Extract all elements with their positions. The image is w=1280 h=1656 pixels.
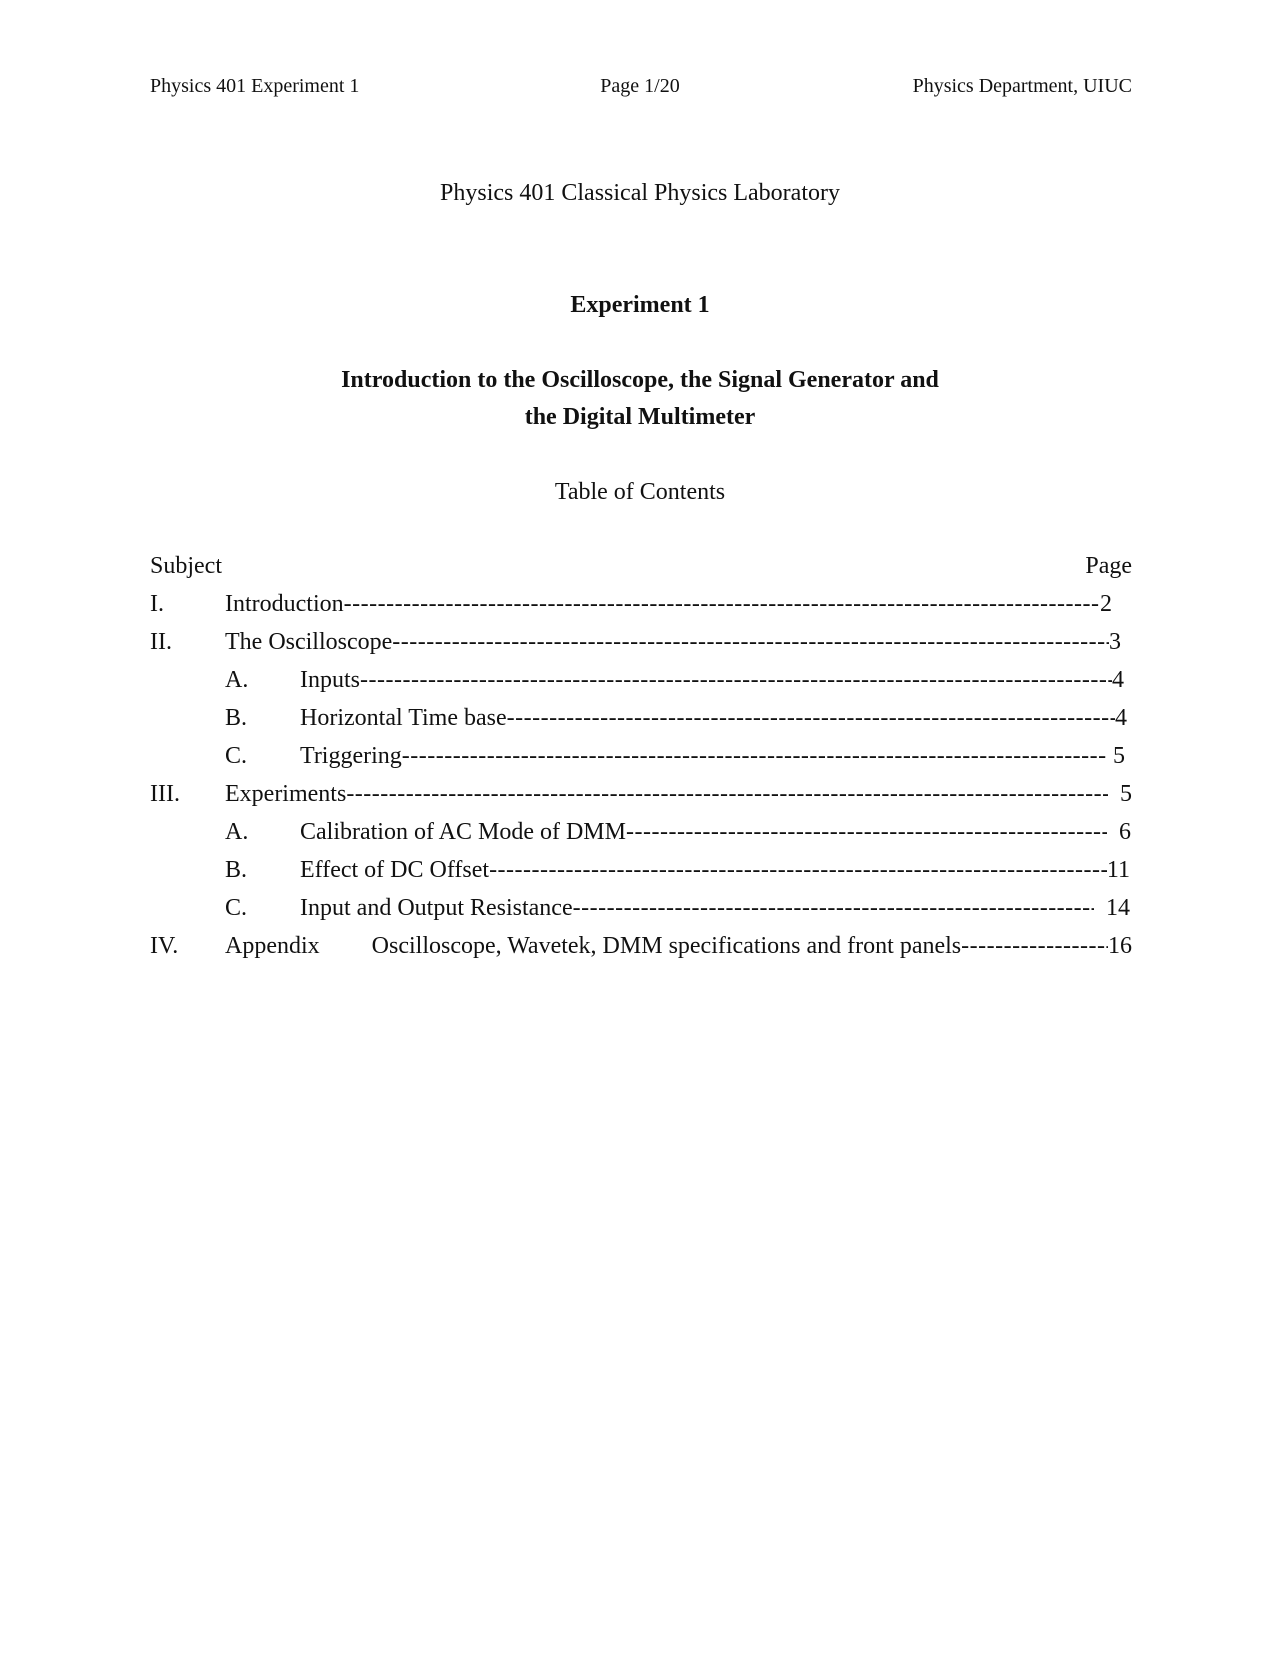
header-right: Physics Department, UIUC bbox=[912, 75, 1132, 97]
header-page-number: Page 1/20 bbox=[600, 75, 680, 97]
toc-row-calibration-ac-mode bbox=[150, 817, 1132, 847]
toc-leader bbox=[489, 855, 1107, 885]
toc-leader bbox=[961, 931, 1108, 961]
toc-entry bbox=[225, 931, 1132, 961]
toc-numeral: C. bbox=[225, 895, 248, 921]
toc-subject-header: Subject bbox=[150, 553, 222, 579]
header-left: Physics 401 Experiment 1 bbox=[150, 75, 360, 97]
toc-entry bbox=[300, 893, 1130, 923]
toc-label: Inputs bbox=[300, 667, 360, 693]
toc-numeral: IV. bbox=[150, 933, 179, 959]
toc-sublabel: Oscilloscope, Wavetek, DMM specifications and front panels bbox=[371, 933, 962, 959]
toc-row-appendix bbox=[150, 931, 1132, 961]
toc-label: Horizontal Time base bbox=[300, 705, 507, 731]
toc-leader bbox=[344, 589, 1100, 619]
toc-numeral: I. bbox=[150, 591, 164, 617]
toc-label: Triggering bbox=[300, 743, 402, 769]
toc-heading: Table of Contents bbox=[554, 479, 726, 505]
toc-entry bbox=[225, 779, 1132, 809]
toc-entry bbox=[300, 741, 1125, 771]
toc-page-number: 4 bbox=[1112, 667, 1124, 693]
toc-row-triggering bbox=[150, 741, 1132, 771]
toc-leader bbox=[573, 893, 1094, 923]
toc-leader bbox=[402, 741, 1107, 771]
toc-label: Input and Output Resistance bbox=[300, 895, 573, 921]
toc-row-horizontal-time-base bbox=[150, 703, 1132, 733]
experiment-number: Experiment 1 bbox=[570, 292, 710, 318]
toc-label: Effect of DC Offset bbox=[300, 857, 490, 883]
toc-page-number: 6 bbox=[1107, 819, 1131, 845]
toc-row-introduction bbox=[150, 589, 1132, 619]
toc-row-dc-offset bbox=[150, 855, 1132, 885]
toc-row-oscilloscope bbox=[150, 627, 1132, 657]
toc-page-header: Page bbox=[1085, 553, 1132, 579]
toc-leader bbox=[346, 779, 1108, 809]
experiment-title-line-1: Introduction to the Oscilloscope, the Signal Generator and bbox=[341, 367, 939, 393]
toc-entry bbox=[225, 589, 1112, 619]
toc-row-input-output-resistance bbox=[150, 893, 1132, 923]
toc-row-experiments bbox=[150, 779, 1132, 809]
toc-entry bbox=[300, 665, 1124, 695]
experiment-title-line-2: the Digital Multimeter bbox=[524, 404, 756, 430]
toc-numeral: III. bbox=[150, 781, 180, 807]
toc-page-number: 14 bbox=[1094, 895, 1130, 921]
toc-entry bbox=[300, 703, 1127, 733]
toc-page-number: 16 bbox=[1108, 933, 1132, 959]
toc-numeral: II. bbox=[150, 629, 172, 655]
toc-entry bbox=[300, 855, 1130, 885]
toc-page-number: 2 bbox=[1100, 591, 1112, 617]
toc-entry bbox=[300, 817, 1131, 847]
toc-page-number: 11 bbox=[1106, 857, 1130, 883]
toc-leader bbox=[360, 665, 1112, 695]
course-title: Physics 401 Classical Physics Laboratory bbox=[440, 180, 840, 206]
toc-label: Introduction bbox=[225, 591, 344, 617]
toc-page-number: 5 bbox=[1108, 781, 1132, 807]
toc-row-inputs bbox=[150, 665, 1132, 695]
toc-page-number: 5 bbox=[1107, 743, 1125, 769]
toc-numeral: A. bbox=[225, 667, 249, 693]
toc-label: The Oscilloscope bbox=[225, 629, 393, 655]
toc-numeral: A. bbox=[225, 819, 249, 845]
toc-label: Calibration of AC Mode of DMM bbox=[300, 819, 626, 845]
toc-numeral: C. bbox=[225, 743, 248, 769]
toc-numeral: B. bbox=[225, 705, 248, 731]
toc-page-number: 4 bbox=[1115, 705, 1127, 731]
toc-leader bbox=[626, 817, 1107, 847]
toc-leader bbox=[507, 703, 1115, 733]
toc-label: Appendix bbox=[225, 933, 320, 959]
toc-numeral: B. bbox=[225, 857, 248, 883]
toc-label: Experiments bbox=[225, 781, 347, 807]
toc-entry bbox=[225, 627, 1121, 657]
toc-leader bbox=[392, 627, 1109, 657]
toc-page-number: 3 bbox=[1109, 629, 1121, 655]
